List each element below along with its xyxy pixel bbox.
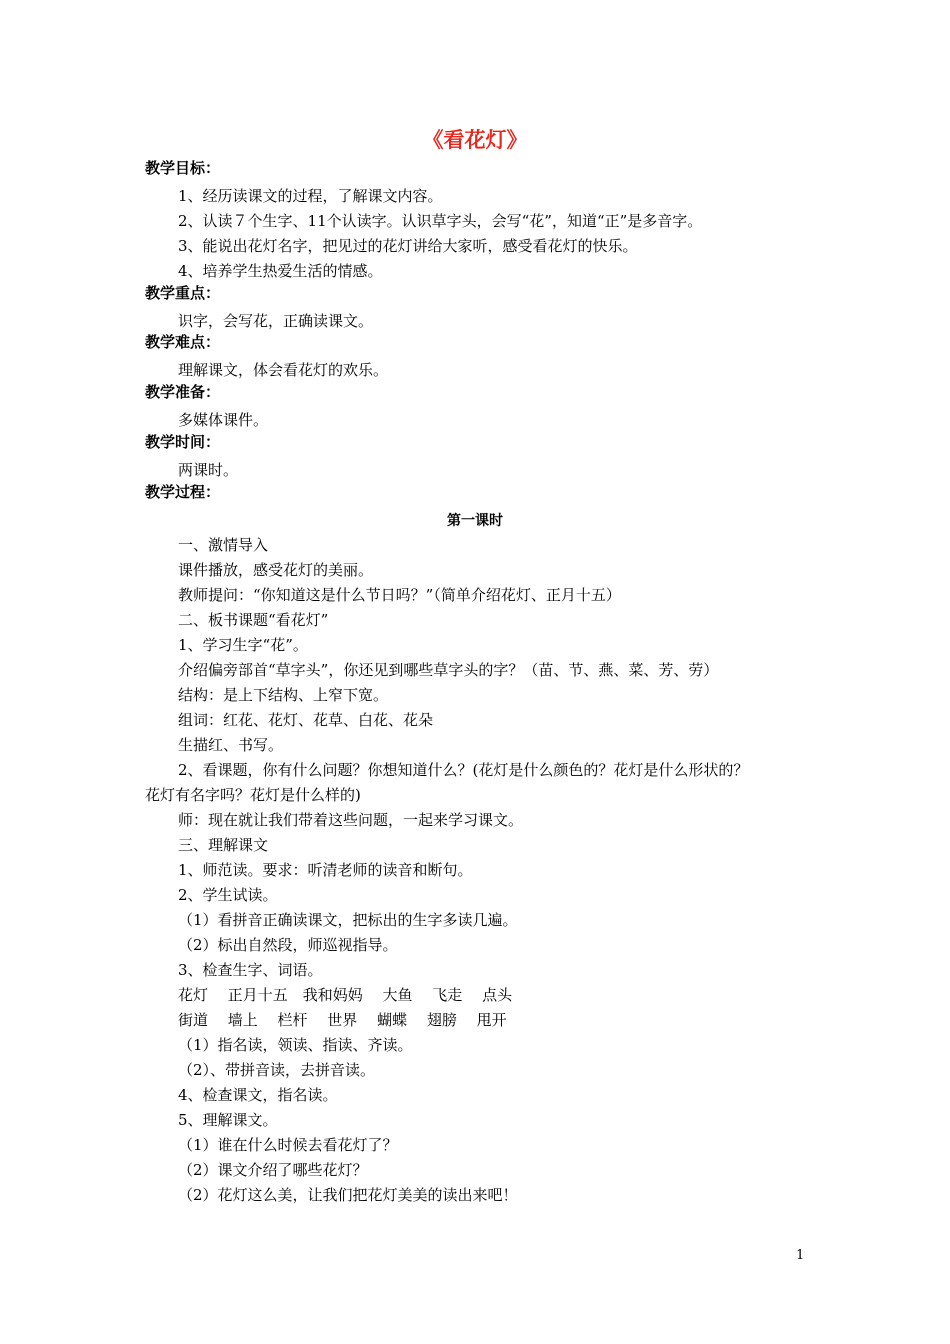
- difficulty-text: 理解课文，体会看花灯的欢乐。: [178, 361, 389, 379]
- process-line: 2、学生试读。: [178, 886, 278, 904]
- goal-item: 2、认读７个生字、11个认读字。认识草字头，会写“花”，知道“正”是多音字。: [178, 212, 703, 230]
- page-number: 1: [796, 1248, 805, 1263]
- process-line: 4、检查课文，指名读。: [178, 1086, 338, 1104]
- difficulty-heading: 教学难点：: [145, 333, 221, 351]
- document-title: 《看花灯》: [422, 128, 528, 152]
- prep-heading: 教学准备：: [145, 383, 221, 401]
- process-line: 1、师范读。要求：听清老师的读音和断句。: [178, 861, 473, 879]
- process-line: 5、理解课文。: [178, 1111, 278, 1129]
- process-line: 二、板书课题“看花灯”: [178, 611, 329, 629]
- process-line: 花灯 正月十五 我和妈妈 大鱼 飞走 点头: [178, 986, 513, 1004]
- goal-item: 1、经历读课文的过程，了解课文内容。: [178, 187, 443, 205]
- key-text: 识字，会写花，正确读课文。: [178, 312, 374, 330]
- process-line: （1）看拼音正确读课文，把标出的生字多读几遍。: [178, 911, 518, 929]
- process-line: 课件播放，感受花灯的美丽。: [178, 561, 374, 579]
- goal-item: 4、培养学生热爱生活的情感。: [178, 262, 383, 280]
- process-line: 1、学习生字“花”。: [178, 636, 308, 654]
- process-heading: 教学过程：: [145, 483, 221, 501]
- process-line: （2）课文介绍了哪些花灯？: [178, 1161, 368, 1179]
- process-line: （1）指名读，领读、指读、齐读。: [178, 1036, 413, 1054]
- process-line: 街道 墙上 栏杆 世界 蝴蝶 翅膀 甩开: [178, 1011, 507, 1029]
- prep-text: 多媒体课件。: [178, 411, 269, 429]
- process-line: 结构：是上下结构、上窄下宽。: [178, 686, 389, 704]
- process-line: 介绍偏旁部首“草字头”，你还见到哪些草字头的字？（苗、节、燕、菜、芳、劳）: [178, 661, 719, 679]
- process-line: 花灯有名字吗？花灯是什么样的): [145, 786, 361, 804]
- process-line: （1）谁在什么时候去看花灯了？: [178, 1136, 398, 1154]
- process-line: 组词：红花、花灯、花草、白花、花朵: [178, 711, 434, 729]
- process-line: （2）花灯这么美，让我们把花灯美美的读出来吧！: [178, 1186, 518, 1204]
- process-line: 生描红、书写。: [178, 736, 284, 754]
- process-line: （2）、带拼音读，去拼音读。: [178, 1061, 376, 1079]
- process-line: （2）标出自然段，师巡视指导。: [178, 936, 398, 954]
- process-line: 教师提问：“你知道这是什么节日吗？”（简单介绍花灯、正月十五）: [178, 586, 621, 604]
- key-heading: 教学重点：: [145, 284, 221, 302]
- goals-heading: 教学目标：: [145, 159, 221, 177]
- time-heading: 教学时间：: [145, 433, 221, 451]
- lesson-heading: 第一课时: [447, 513, 503, 529]
- process-line: 三、理解课文: [178, 836, 269, 854]
- process-line: 一、激情导入: [178, 536, 269, 554]
- process-line: 师：现在就让我们带着这些问题，一起来学习课文。: [178, 811, 524, 829]
- process-line: 2、看课题，你有什么问题？你想知道什么？(花灯是什么颜色的？花灯是什么形状的？: [178, 761, 749, 779]
- process-line: 3、检查生字、词语。: [178, 961, 323, 979]
- goal-item: 3、能说出花灯名字，把见过的花灯讲给大家听，感受看花灯的快乐。: [178, 237, 638, 255]
- time-text: 两课时。: [178, 461, 239, 479]
